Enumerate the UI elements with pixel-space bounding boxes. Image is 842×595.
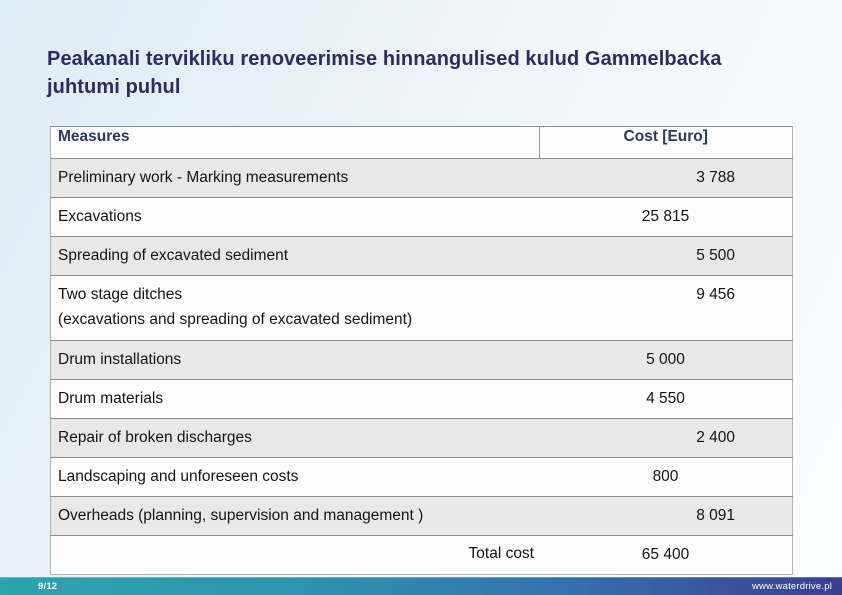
measure-text: Drum materials: [58, 390, 164, 407]
table-row: [51, 497, 793, 536]
cost-table: [50, 126, 793, 575]
cost-cell: 2 400: [539, 419, 793, 458]
measure-text: Preliminary work - Marking measurements: [58, 169, 349, 186]
measure-cell: [51, 159, 540, 198]
cost-cell: 5 000: [539, 341, 793, 380]
cost-column-header: Cost [Euro]: [539, 127, 793, 159]
measure-text: Excavations: [58, 208, 142, 225]
cost-cell: 8 091: [539, 497, 793, 536]
total-label: Total cost: [51, 536, 540, 575]
table-row: [51, 341, 793, 380]
table-row: [51, 237, 793, 276]
measure-cell: [51, 458, 540, 497]
page-title-line1: Peakanali tervikliku renoveerimise hinnangulised kulud Gammelbacka: [47, 48, 722, 70]
cost-table-body: [51, 159, 793, 536]
website-link: www.waterdrive.pl: [752, 580, 832, 592]
cost-cell: 3 788: [539, 159, 793, 198]
table-row: [51, 419, 793, 458]
measure-cell: [51, 237, 540, 276]
table-row: [51, 380, 793, 419]
measures-column-header: Measures: [51, 127, 540, 159]
cost-table-container: [50, 126, 793, 575]
measure-cell: [51, 497, 540, 536]
measure-cell: [51, 276, 540, 341]
measure-text: Landscaping and unforeseen costs: [58, 468, 299, 485]
cost-cell: 4 550: [539, 380, 793, 419]
table-row: [51, 276, 793, 341]
table-row: [51, 159, 793, 198]
measure-text: Repair of broken discharges: [58, 429, 252, 446]
cost-cell: 9 456: [539, 276, 793, 341]
measure-subtext: (excavations and spreading of excavated sediment): [58, 311, 413, 328]
page-number: 9/12: [38, 580, 58, 592]
measure-cell: [51, 341, 540, 380]
cost-table-header: [51, 127, 793, 159]
measure-cell: [51, 419, 540, 458]
cost-cell: 5 500: [539, 237, 793, 276]
cost-table-footer: [51, 536, 793, 575]
measure-text: Spreading of excavated sediment: [58, 247, 289, 264]
measure-text: Drum installations: [58, 351, 182, 368]
header-row: [51, 127, 793, 159]
cost-cell: 25 815: [539, 198, 793, 237]
page-title-line2: juhtumi puhul: [47, 76, 181, 98]
footer-bar: [0, 577, 842, 595]
measure-text: Overheads (planning, supervision and management ): [58, 507, 424, 524]
measure-cell: [51, 380, 540, 419]
cost-cell: 800: [539, 458, 793, 497]
measure-cell: [51, 198, 540, 237]
total-row: [51, 536, 793, 575]
measure-text: Two stage ditches: [58, 286, 183, 303]
table-row: [51, 458, 793, 497]
table-row: [51, 198, 793, 237]
page-title: [47, 45, 807, 101]
total-cost-value: 65 400: [539, 536, 793, 575]
